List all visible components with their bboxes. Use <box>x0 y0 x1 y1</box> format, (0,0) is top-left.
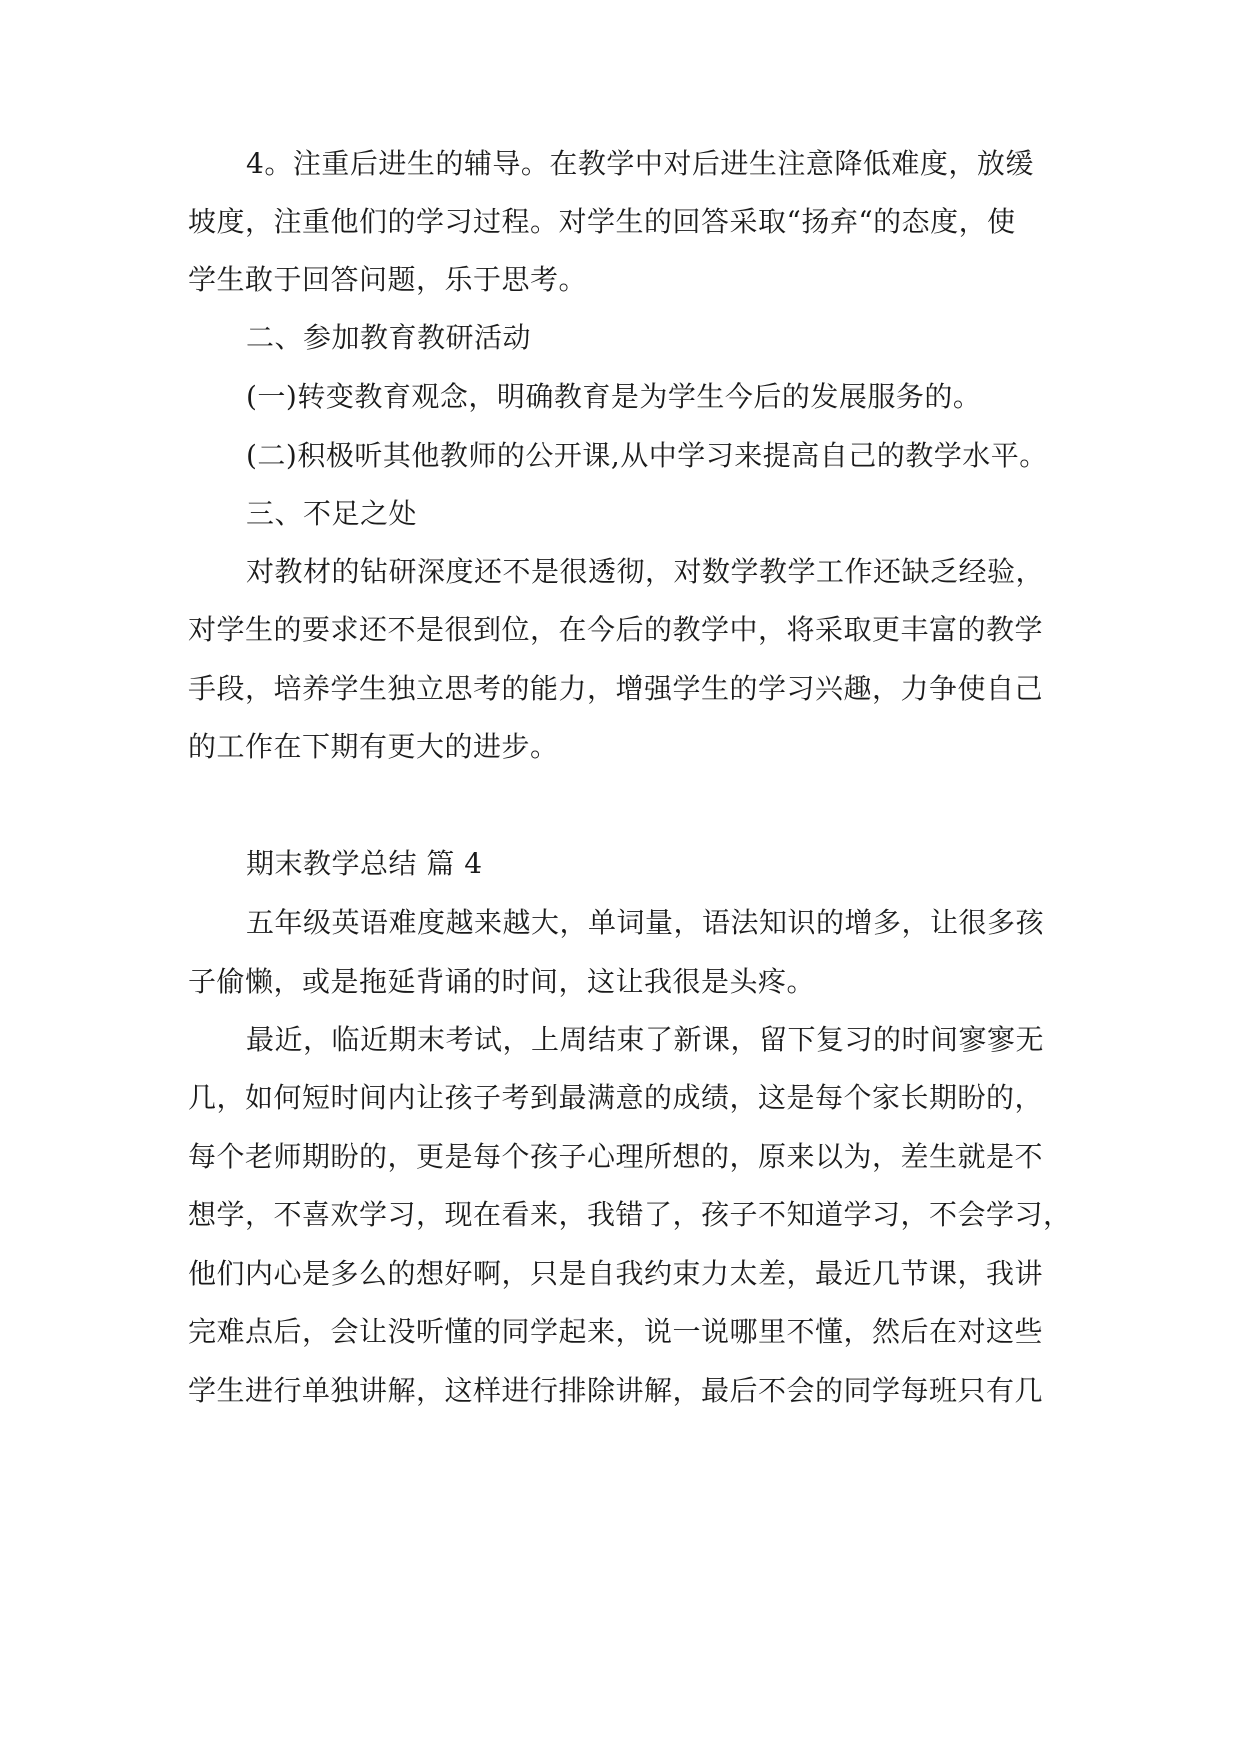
section-heading-3: 三、不足之处 <box>246 497 418 530</box>
paragraph-shortcomings-line-4: 的工作在下期有更大的进步。 <box>188 730 559 763</box>
paragraph-recent-line-7: 学生进行单独讲解，这样进行排除讲解，最后不会的同学每班只有几 <box>188 1374 1044 1407</box>
list-item-2: (二)积极听其他教师的公开课,从中学习来提高自己的教学水平。 <box>246 439 1048 472</box>
paragraph-intro-line-2: 子偷懒，或是拖延背诵的时间，这让我很是头疼。 <box>188 965 816 998</box>
list-item-1: (一)转变教育观念，明确教育是为学生今后的发展服务的。 <box>246 380 982 413</box>
paragraph-item-4-line-3: 学生敢于回答问题，乐于思考。 <box>188 263 588 296</box>
article-title-4: 期末教学总结 篇 4 <box>246 847 483 880</box>
paragraph-item-4-line-1: 4。注重后进生的辅导。在教学中对后进生注意降低难度，放缓 <box>246 147 1034 180</box>
paragraph-recent-line-1: 最近，临近期末考试，上周结束了新课，留下复习的时间寥寥无 <box>246 1023 1045 1056</box>
paragraph-item-4-line-2: 坡度，注重他们的学习过程。对学生的回答采取“扬弃“的态度，使 <box>188 205 1016 238</box>
paragraph-recent-line-2: 几，如何短时间内让孩子考到最满意的成绩，这是每个家长期盼的， <box>188 1081 1044 1114</box>
paragraph-recent-line-5: 他们内心是多么的想好啊，只是自我约束力太差，最近几节课，我讲 <box>188 1257 1044 1290</box>
paragraph-recent-line-3: 每个老师期盼的，更是每个孩子心理所想的，原来以为，差生就是不 <box>188 1140 1044 1173</box>
paragraph-shortcomings-line-3: 手段，培养学生独立思考的能力，增强学生的学习兴趣，力争使自己 <box>188 672 1044 705</box>
paragraph-shortcomings-line-2: 对学生的要求还不是很到位，在今后的教学中，将采取更丰富的教学 <box>188 613 1044 646</box>
paragraph-intro-line-1: 五年级英语难度越来越大，单词量，语法知识的增多，让很多孩 <box>246 906 1045 939</box>
paragraph-recent-line-6: 完难点后，会让没听懂的同学起来，说一说哪里不懂，然后在对这些 <box>188 1315 1044 1348</box>
paragraph-recent-line-4: 想学，不喜欢学习，现在看来，我错了，孩子不知道学习，不会学习， <box>188 1198 1072 1231</box>
section-heading-2: 二、参加教育教研活动 <box>246 321 532 354</box>
paragraph-shortcomings-line-1: 对教材的钻研深度还不是很透彻，对数学教学工作还缺乏经验， <box>246 555 1045 588</box>
